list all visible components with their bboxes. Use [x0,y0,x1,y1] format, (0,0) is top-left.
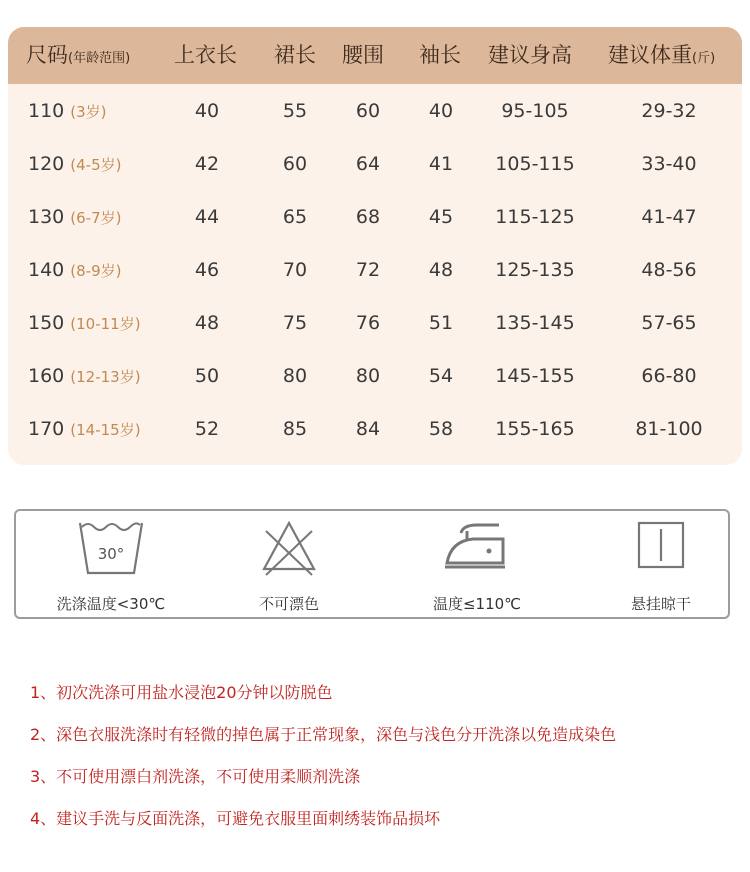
waist-cell: 64 [355,153,381,175]
size-cell [28,244,121,297]
header-waist: 腰围 [342,43,384,67]
weight-cell: 29-32 [641,100,697,122]
no-bleach-icon [254,517,324,579]
wash-temp-badge: 30° [97,545,125,563]
size-cell [28,403,141,456]
weight-cell: 41-47 [641,206,697,228]
iron-icon [437,517,517,579]
top-length-cell: 42 [194,153,220,175]
size-chart-header [8,27,742,84]
weight-cell: 33-40 [641,153,697,175]
height-cell: 95-105 [501,100,569,122]
height-cell: 155-165 [495,418,575,440]
skirt-length-cell: 85 [282,418,308,440]
table-row [8,191,742,244]
age-range: (4-5岁) [70,156,122,174]
weight-cell: 57-65 [641,312,697,334]
size-value: 160 [28,365,65,387]
top-length-cell: 44 [194,206,220,228]
care-label: 温度≤110℃ [432,595,522,613]
age-range: (10-11岁) [70,315,141,333]
age-range: (12-13岁) [70,368,141,386]
care-item-wash [26,511,196,617]
top-length-cell: 48 [194,312,220,334]
table-row [8,244,742,297]
age-range: (8-9岁) [70,262,122,280]
care-notes [30,680,730,848]
care-instructions-box [14,509,730,619]
hang-dry-icon [631,517,691,579]
height-cell: 135-145 [495,312,575,334]
sleeve-cell: 58 [428,418,454,440]
table-row [8,297,742,350]
waist-cell: 84 [355,418,381,440]
header-weight-label: 建议体重 [608,43,692,67]
size-cell [28,85,107,138]
height-cell: 145-155 [495,365,575,387]
size-value: 140 [28,259,65,281]
note-item: 2、深色衣服洗涤时有轻微的掉色属于正常现象，深色与浅色分开洗涤以免造成染色 [30,725,617,744]
waist-cell: 80 [355,365,381,387]
header-size [26,27,130,84]
size-chart-table [8,27,742,465]
age-range: (14-15岁) [70,421,141,439]
note-item: 3、不可使用漂白剂洗涤，不可使用柔顺剂洗涤 [30,767,361,786]
header-size-sub: (年龄范围) [68,51,131,66]
sleeve-cell: 41 [428,153,454,175]
note-item: 4、建议手洗与反面洗涤，可避免衣服里面刺绣装饰品损坏 [30,809,441,828]
care-item-iron [392,511,562,617]
waist-cell: 60 [355,100,381,122]
table-row [8,403,742,456]
sleeve-cell: 54 [428,365,454,387]
age-range: (3岁) [70,103,107,121]
header-size-label: 尺码 [26,43,68,67]
table-row [8,350,742,403]
top-length-cell: 52 [194,418,220,440]
care-item-bleach [204,511,374,617]
size-value: 170 [28,418,65,440]
height-cell: 105-115 [495,153,575,175]
wash-30-icon [76,517,146,579]
size-value: 110 [28,100,65,122]
header-top-length: 上衣长 [174,43,237,67]
skirt-length-cell: 55 [282,100,308,122]
height-cell: 125-135 [495,259,575,281]
sleeve-cell: 48 [428,259,454,281]
top-length-cell: 40 [194,100,220,122]
weight-cell: 81-100 [635,418,703,440]
header-weight [608,27,715,84]
size-value: 120 [28,153,65,175]
weight-cell: 66-80 [641,365,697,387]
top-length-cell: 50 [194,365,220,387]
size-cell [28,350,141,403]
header-height: 建议身高 [488,43,572,67]
skirt-length-cell: 75 [282,312,308,334]
top-length-cell: 46 [194,259,220,281]
sleeve-cell: 51 [428,312,454,334]
size-value: 130 [28,206,65,228]
note-item: 1、初次洗涤可用盐水浸泡20分钟以防脱色 [30,683,333,702]
sleeve-cell: 45 [428,206,454,228]
size-value: 150 [28,312,65,334]
header-weight-unit: (斤) [692,51,716,66]
size-cell [28,297,141,350]
skirt-length-cell: 70 [282,259,308,281]
header-skirt-length: 裙长 [274,43,316,67]
care-label: 不可漂色 [258,595,319,613]
height-cell: 115-125 [495,206,575,228]
age-range: (6-7岁) [70,209,122,227]
care-label: 洗涤温度<30℃ [56,595,166,613]
skirt-length-cell: 60 [282,153,308,175]
weight-cell: 48-56 [641,259,697,281]
care-item-hang [576,511,746,617]
sleeve-cell: 40 [428,100,454,122]
waist-cell: 68 [355,206,381,228]
table-row [8,138,742,191]
care-label: 悬挂晾干 [630,595,691,613]
size-cell [28,191,121,244]
waist-cell: 76 [355,312,381,334]
waist-cell: 72 [355,259,381,281]
header-sleeve: 袖长 [419,43,461,67]
skirt-length-cell: 80 [282,365,308,387]
table-row [8,85,742,138]
skirt-length-cell: 65 [282,206,308,228]
size-cell [28,138,121,191]
